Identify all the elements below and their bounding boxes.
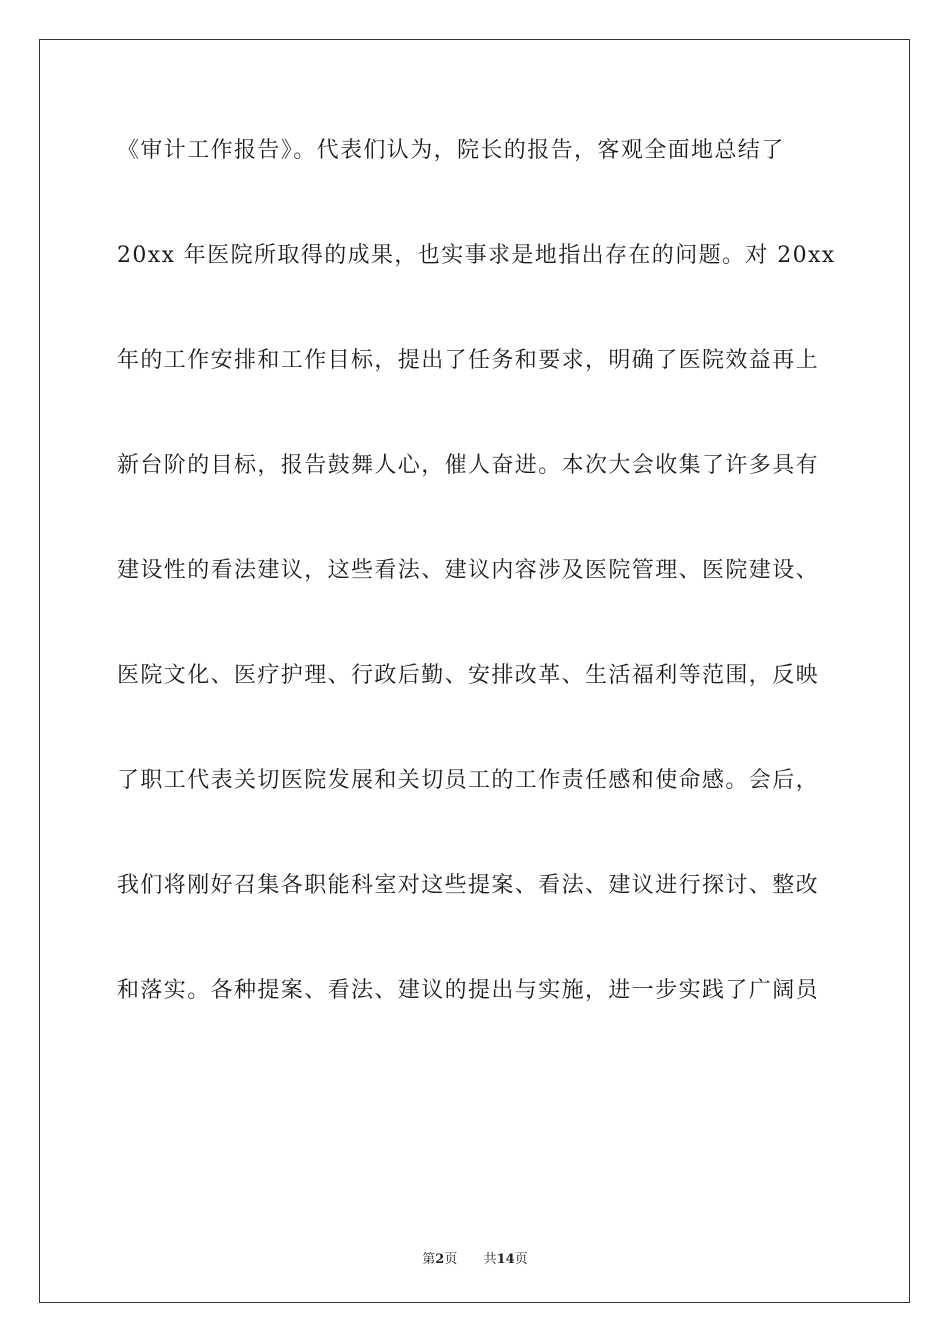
total-pages: 14 <box>496 1252 515 1267</box>
page-prefix: 第 <box>422 1252 436 1267</box>
text-line: 新台阶的目标，报告鼓舞人心，催人奋进。本次大会收集了许多具有 <box>117 453 820 478</box>
text-line: 《审计工作报告》。代表们认为，院长的报告，客观全面地总结了 <box>117 138 785 163</box>
text-line: 了职工代表关切医院发展和关切员工的工作责任感和使命感。会后， <box>117 768 820 793</box>
page-footer <box>0 1248 950 1267</box>
total-suffix: 页 <box>514 1252 528 1267</box>
page-number: 2 <box>435 1252 445 1267</box>
page-indicator <box>422 1252 461 1267</box>
document-body <box>117 126 837 1071</box>
text-line: 和落实。各种提案、看法、建议的提出与实施，进一步实践了广阔员 <box>117 978 820 1003</box>
text-line: 建设性的看法建议，这些看法、建议内容涉及医院管理、医院建设、 <box>117 558 820 583</box>
text-line: 我们将刚好召集各职能科室对这些提案、看法、建议进行探讨、整改 <box>117 873 820 898</box>
text-line: 20xx 年医院所取得的成果，也实事求是地指出存在的问题。对 20xx <box>117 243 836 268</box>
total-prefix: 共 <box>483 1252 497 1267</box>
text-line: 医院文化、医疗护理、行政后勤、安排改革、生活福利等范围，反映 <box>117 663 820 688</box>
total-pages-indicator <box>484 1252 528 1267</box>
page-suffix: 页 <box>444 1252 458 1267</box>
text-line: 年的工作安排和工作目标，提出了任务和要求，明确了医院效益再上 <box>117 348 820 373</box>
